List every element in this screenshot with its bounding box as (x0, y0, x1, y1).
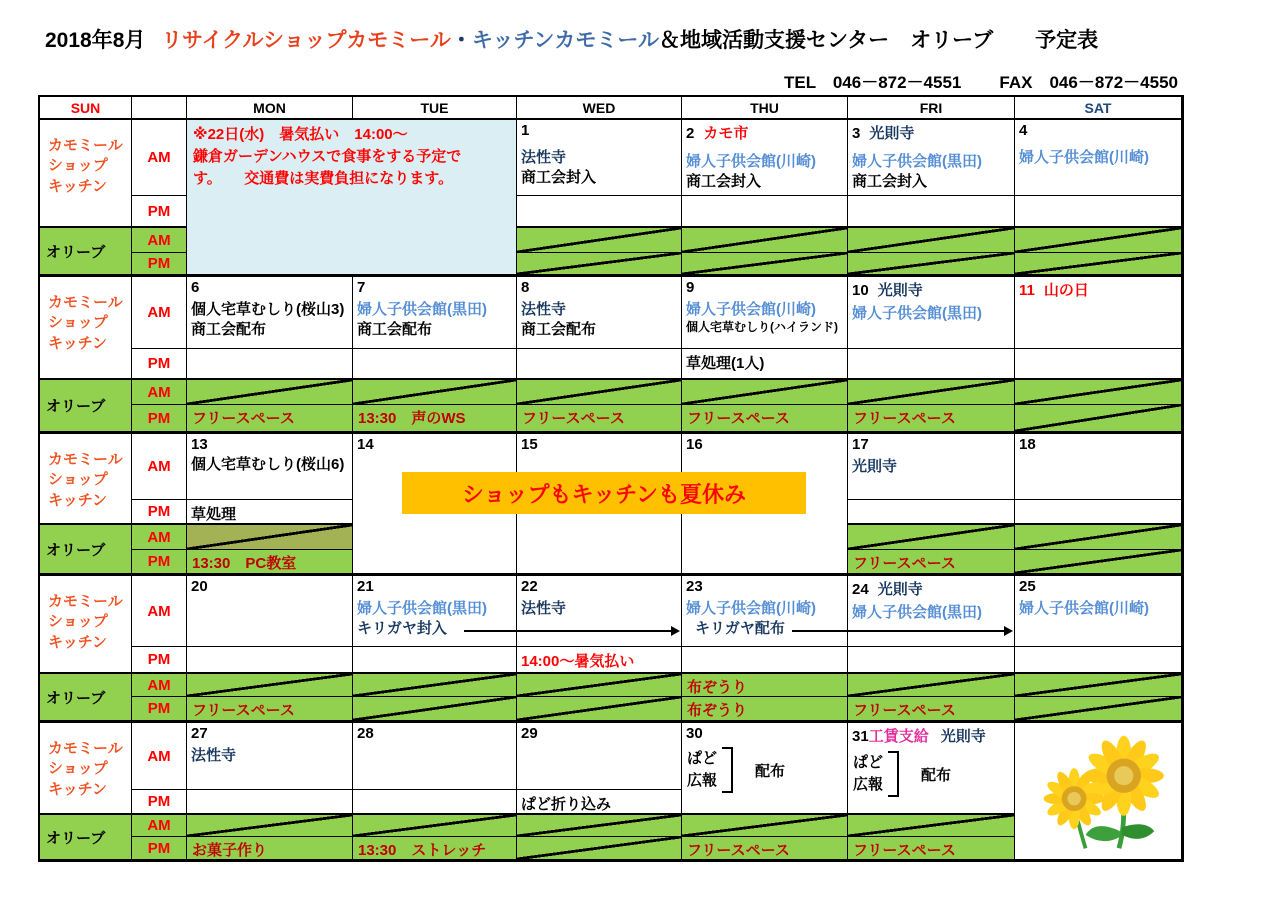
olive-closed-cell (1015, 253, 1182, 275)
day-cell-28-pm (353, 790, 517, 814)
day-number-23: 23 (686, 578, 703, 595)
calendar-table (38, 95, 1184, 862)
day-cell-25-pm (1015, 647, 1182, 673)
day-cell-22-pm (517, 647, 682, 673)
olive-activity: お菓子作り (192, 842, 268, 859)
olive-closed-cell (517, 227, 682, 253)
week1-note-cell (187, 120, 517, 275)
kirigaya-arrow-right (464, 630, 678, 632)
summer-holiday-banner: ショップもキッチンも夏休み (402, 472, 806, 514)
item-haifu: 配布 (755, 762, 786, 780)
pm-label: PM (132, 647, 187, 673)
olive-activity-cell (353, 405, 517, 432)
olive-closed-cell (848, 814, 1015, 837)
am-label: AM (132, 120, 187, 196)
olive-activity: 13:30 ストレッチ (358, 842, 487, 859)
day-cell-13-am (187, 432, 353, 500)
kamomile-line2: ショップ (48, 760, 108, 778)
olive-activity: フリースペース (522, 410, 625, 427)
kamomile-line2: ショップ (48, 157, 108, 175)
olive-activity: フリースペース (853, 842, 956, 859)
day-number-20: 20 (191, 578, 208, 595)
olive-activity-cell (682, 837, 848, 860)
day-cell-2-pm (682, 196, 848, 227)
olive-am-label: AM (132, 673, 187, 697)
kamomile-line3: キッチン (48, 334, 107, 352)
day-cell-1-pm (517, 196, 682, 227)
olive-closed-cell (682, 814, 848, 837)
venue: 法性寺 (521, 600, 567, 617)
olive-closed-cell (187, 379, 353, 405)
kamomile-line1: カモミール (48, 137, 123, 154)
day-number-8: 8 (521, 279, 530, 296)
olive-activity-cell (848, 837, 1015, 860)
row-label-olive: オリーブ (40, 227, 132, 275)
note-line2: 鎌倉ガーデンハウスで食事をする予定で (193, 147, 462, 165)
pado-koho-group (853, 751, 1014, 797)
olive-closed-cell (1015, 550, 1182, 574)
day-cell-27-am (187, 721, 353, 790)
olive-pm-label: PM (132, 837, 187, 860)
day-cell-17-am (848, 432, 1015, 500)
day-number-2: 2 (686, 125, 695, 142)
kamomile-line2: ショップ (48, 314, 108, 332)
kamomile-line3: キッチン (48, 633, 107, 651)
pm-task-pado: ぱど折り込み (521, 796, 612, 813)
row-label-olive: オリーブ (40, 379, 132, 432)
kirigaya-arrow-right (792, 630, 1011, 632)
day-number-18: 18 (1019, 436, 1036, 453)
olive-activity: フリースペース (687, 410, 790, 427)
olive-closed-cell (1015, 379, 1182, 405)
day-cell-11-am (1015, 275, 1182, 349)
day-number-1: 1 (521, 122, 530, 139)
olive-activity: フリースペース (853, 410, 956, 427)
olive-activity-cell (848, 697, 1015, 721)
pm-label: PM (132, 196, 187, 227)
header-sat: SAT (1015, 97, 1182, 120)
day-number-21: 21 (357, 578, 374, 595)
olive-closed-cell (517, 814, 682, 837)
olive-closed-cell (517, 379, 682, 405)
day-number-24: 24 (852, 581, 869, 598)
venue: 婦人子供会館(黒田) (357, 600, 487, 617)
olive-closed-cell (1015, 405, 1182, 432)
day-number-30: 30 (686, 725, 703, 742)
venue: 婦人子供会館(川崎) (686, 301, 816, 318)
olive-activity-cell (187, 550, 353, 574)
title-suffix: ＆地域活動支援センター オリーブ 予定表 (659, 29, 1099, 52)
pm-label: PM (132, 349, 187, 379)
row-label-olive: オリーブ (40, 524, 132, 574)
olive-closed-cell (848, 227, 1015, 253)
fax-number: FAX 046－872－4550 (999, 73, 1178, 92)
day-number-27: 27 (191, 725, 208, 742)
day-number-11: 11 (1019, 282, 1035, 299)
olive-closed-cell (1015, 227, 1182, 253)
task: 商工会配布 (191, 320, 267, 338)
olive-activity: 13:30 PC教室 (192, 555, 297, 572)
header-fri: FRI (848, 97, 1015, 120)
day-cell-17-pm (848, 500, 1015, 524)
olive-activity-cell (187, 837, 353, 860)
contact-line (38, 68, 1178, 93)
olive-am-label: AM (132, 379, 187, 405)
day-number-31: 31 (852, 728, 869, 745)
header-sun: SUN (40, 97, 132, 120)
olive-activity-cell (187, 697, 353, 721)
pm-task: 草処理 (191, 506, 237, 523)
venue: 法性寺 (191, 747, 237, 764)
day-cell-6-am (187, 275, 353, 349)
day-cell-10-am (848, 275, 1015, 349)
day-cell-24-am (848, 574, 1015, 647)
am-label: AM (132, 432, 187, 500)
day-cell-3-am (848, 120, 1015, 196)
olive-activity-cell (187, 405, 353, 432)
header-mon: MON (187, 97, 353, 120)
day-cell-24-pm (848, 647, 1015, 673)
olive-am-label: AM (132, 814, 187, 837)
item-koho: 広報 (853, 776, 884, 793)
olive-closed-cell (1015, 524, 1182, 550)
day-cell-30 (682, 721, 848, 814)
day-cell-4-am (1015, 120, 1182, 196)
day-note-temple: 光則寺 (940, 728, 986, 745)
title-separator: ・ (450, 29, 472, 52)
venue: 婦人子供会館(黒田) (852, 305, 982, 322)
day-cell-18-pm (1015, 500, 1182, 524)
sunflower-cell (1015, 721, 1182, 860)
kamomile-line2: ショップ (48, 471, 108, 489)
header-wed: WED (517, 97, 682, 120)
task: 商工会封入 (686, 172, 762, 190)
day-cell-29-pm (517, 790, 682, 814)
olive-closed-cell (517, 673, 682, 697)
venue: 婦人子供会館(川崎) (1019, 149, 1149, 166)
note-line1: ※22日(水) 暑気払い 14:00～ (193, 126, 408, 143)
olive-closed-cell (353, 379, 517, 405)
day-cell-31 (848, 721, 1015, 814)
pm-label: PM (132, 500, 187, 524)
day-note-wage: 工賃支給 (868, 728, 929, 745)
day-cell-3-pm (848, 196, 1015, 227)
day-note-kamoichi: カモ市 (703, 125, 749, 142)
olive-closed-cell (517, 837, 682, 860)
day-number-28: 28 (357, 725, 374, 742)
olive-activity-cell (353, 837, 517, 860)
day-number-29: 29 (521, 725, 538, 742)
olive-closed-cell (848, 253, 1015, 275)
venue: 婦人子供会館(黒田) (852, 604, 982, 621)
kamomile-line3: キッチン (48, 491, 107, 509)
pm-label: PM (132, 790, 187, 814)
venue: 婦人子供会館(黒田) (357, 301, 487, 318)
day-number-3: 3 (852, 125, 861, 142)
venue: 法性寺 (521, 149, 567, 166)
day-number-9: 9 (686, 279, 695, 296)
task: 個人宅草むしり(ハイランド) (686, 319, 838, 334)
day-cell-23-am (682, 574, 848, 647)
olive-closed-cell (1015, 673, 1182, 697)
row-label-olive: オリーブ (40, 814, 132, 860)
olive-closed-cell (187, 814, 353, 837)
olive-activity: 布ぞうり (687, 679, 748, 696)
day-cell-11-pm (1015, 349, 1182, 379)
day-cell-27-pm (187, 790, 353, 814)
kamomile-line1: カモミール (48, 451, 123, 468)
olive-activity: 13:30 声のWS (358, 410, 466, 427)
kamomile-line1: カモミール (48, 294, 123, 311)
pm-task-shokibarai: 14:00～暑気払い (521, 653, 635, 670)
day-number-15: 15 (521, 436, 538, 453)
day-cell-8-pm (517, 349, 682, 379)
task-kirigaya-haifu: キリガヤ配布 (695, 619, 785, 637)
pado-koho-group (687, 747, 847, 793)
olive-pm-label: PM (132, 405, 187, 432)
item-haifu: 配布 (921, 766, 952, 784)
kamomile-line3: キッチン (48, 177, 107, 195)
day-number-22: 22 (521, 578, 538, 595)
olive-closed-cell (187, 673, 353, 697)
day-cell-29-am (517, 721, 682, 790)
venue: 光則寺 (852, 458, 898, 475)
olive-pm-label: PM (132, 253, 187, 275)
venue: 婦人子供会館(黒田) (852, 153, 982, 170)
kamomile-line2: ショップ (48, 613, 108, 631)
item-pado: ぱど (853, 754, 884, 772)
olive-activity: 布ぞうり (687, 702, 748, 719)
olive-closed-cell (682, 253, 848, 275)
day-cell-10-pm (848, 349, 1015, 379)
kamomile-line1: カモミール (48, 593, 123, 610)
item-pado: ぱど (687, 750, 718, 768)
olive-activity-cell (682, 405, 848, 432)
day-cell-23-pm (682, 647, 848, 673)
header-tue: TUE (353, 97, 517, 120)
olive-activity-cell (682, 673, 848, 697)
item-koho: 広報 (687, 772, 718, 789)
day-cell-13-pm (187, 500, 353, 524)
day-note-temple: 光則寺 (877, 581, 923, 598)
venue: 法性寺 (521, 301, 567, 318)
olive-am-label: AM (132, 524, 187, 550)
row-label-kamomile (40, 275, 132, 379)
bracket-shape (888, 751, 899, 797)
olive-am-label: AM (132, 227, 187, 253)
pm-task: 草処理(1人) (686, 355, 765, 372)
am-label: AM (132, 721, 187, 790)
olive-closed-cell-dark (187, 524, 353, 550)
row-label-kamomile (40, 721, 132, 814)
day-number-16: 16 (686, 436, 703, 453)
olive-activity-cell (517, 405, 682, 432)
day-number-6: 6 (191, 279, 200, 296)
day-number-4: 4 (1019, 122, 1028, 139)
task: 商工会封入 (852, 172, 928, 190)
am-label: AM (132, 574, 187, 647)
tel-number: TEL 046－872－4551 (784, 73, 962, 92)
day-number-25: 25 (1019, 578, 1036, 595)
olive-activity: フリースペース (192, 410, 295, 427)
header-ampm-spacer (132, 97, 187, 120)
day-number-17: 17 (852, 436, 869, 453)
day-cell-7-pm (353, 349, 517, 379)
olive-closed-cell (682, 379, 848, 405)
day-cell-25-am (1015, 574, 1182, 647)
task: 商工会封入 (521, 168, 597, 186)
day-cell-9-am (682, 275, 848, 349)
olive-activity: フリースペース (192, 702, 295, 719)
row-label-kamomile (40, 120, 132, 227)
day-cell-28-am (353, 721, 517, 790)
task: 商工会配布 (357, 320, 433, 338)
day-cell-20-am (187, 574, 353, 647)
venue: 婦人子供会館(川崎) (686, 600, 816, 617)
olive-pm-label: PM (132, 697, 187, 721)
day-cell-8-am (517, 275, 682, 349)
page-title (45, 24, 1098, 54)
day-cell-9-pm (682, 349, 848, 379)
day-note-temple: 光則寺 (877, 282, 923, 299)
am-label: AM (132, 275, 187, 349)
bracket-shape (722, 747, 733, 793)
row-label-olive: オリーブ (40, 673, 132, 721)
title-shop-name: リサイクルショップカモミール (161, 29, 451, 52)
olive-activity-cell (682, 697, 848, 721)
kamomile-line3: キッチン (48, 780, 107, 798)
olive-closed-cell (848, 379, 1015, 405)
day-number-13: 13 (191, 436, 208, 453)
olive-activity-cell (848, 405, 1015, 432)
day-cell-21-pm (353, 647, 517, 673)
note-line3: す。 交通費は実費負担になります。 (193, 169, 454, 187)
day-note-holiday: 山の日 (1043, 282, 1089, 299)
olive-pm-label: PM (132, 550, 187, 574)
day-cell-4-pm (1015, 196, 1182, 227)
olive-closed-cell (353, 814, 517, 837)
olive-closed-cell (848, 673, 1015, 697)
olive-activity: フリースペース (853, 555, 956, 572)
header-thu: THU (682, 97, 848, 120)
venue: 婦人子供会館(川崎) (1019, 600, 1149, 617)
olive-closed-cell (517, 253, 682, 275)
sunflower-image (1026, 728, 1170, 854)
olive-activity: フリースペース (687, 842, 790, 859)
title-kitchen-name: キッチンカモミール (471, 29, 659, 52)
day-note-temple: 光則寺 (869, 125, 915, 142)
day-cell-18-am (1015, 432, 1182, 500)
day-number-14: 14 (357, 436, 374, 453)
day-cell-6-pm (187, 349, 353, 379)
task: 商工会配布 (521, 320, 597, 338)
row-label-kamomile (40, 574, 132, 673)
day-number-10: 10 (852, 282, 869, 299)
olive-closed-cell (517, 697, 682, 721)
day-cell-20-pm (187, 647, 353, 673)
row-label-kamomile (40, 432, 132, 524)
day-cell-22-am (517, 574, 682, 647)
olive-activity: フリースペース (853, 702, 956, 719)
day-cell-2-am (682, 120, 848, 196)
olive-closed-cell (353, 697, 517, 721)
task: 個人宅草むしり(桜山6) (191, 456, 345, 473)
day-number-7: 7 (357, 279, 366, 296)
olive-closed-cell (353, 673, 517, 697)
olive-closed-cell (848, 524, 1015, 550)
title-month: 2018年8月 (45, 29, 146, 52)
task: 個人宅草むしり(桜山3) (191, 301, 345, 318)
kamomile-line1: カモミール (48, 740, 123, 757)
olive-closed-cell (682, 227, 848, 253)
olive-closed-cell (1015, 697, 1182, 721)
day-cell-1-am (517, 120, 682, 196)
day-cell-7-am (353, 275, 517, 349)
day-cell-21-am (353, 574, 517, 647)
task-kirigaya-fuunyuu: キリガヤ封入 (357, 619, 447, 637)
olive-activity-cell (848, 550, 1015, 574)
venue: 婦人子供会館(川崎) (686, 153, 816, 170)
